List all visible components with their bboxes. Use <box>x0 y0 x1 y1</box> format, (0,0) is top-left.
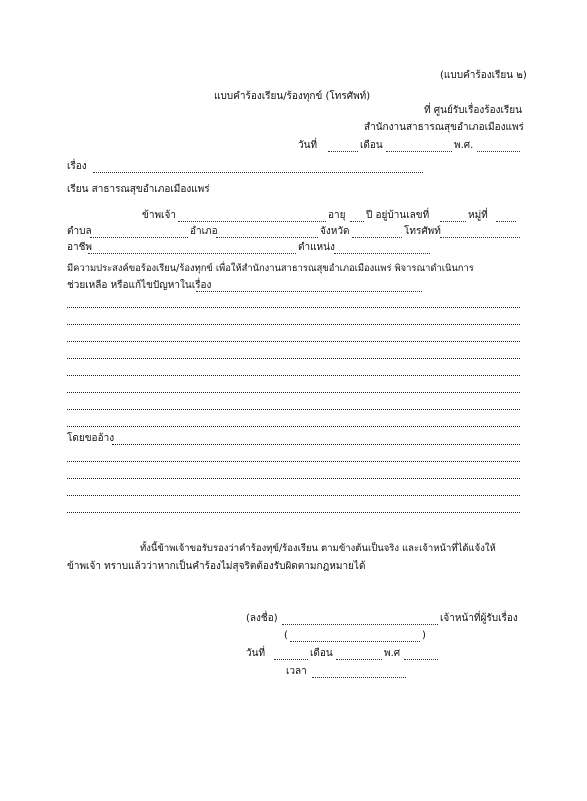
moo-label: หมู่ที่ <box>468 210 488 221</box>
form-code: (แบบคำร้องเรียน ๒) <box>440 70 527 81</box>
reference-label: โดยขออ้าง <box>67 433 115 444</box>
subject-label: เรื่อง <box>67 161 87 172</box>
sign-label: (ลงชื่อ) <box>246 613 278 624</box>
occupation-field[interactable] <box>88 253 296 254</box>
purpose-line-1: มีความประสงค์ขอร้องเรียน/ร้องทุกข์ เพื่อให้สำนักงานสาธารณสุขอำเภอเมืองแพร่ พิจารณาดำเนินการ <box>67 263 474 274</box>
time-field[interactable] <box>312 677 406 678</box>
applicant-name-label: ข้าพเจ้า <box>142 210 176 221</box>
detail-line[interactable] <box>67 392 520 393</box>
date-day-field[interactable] <box>328 151 358 152</box>
tambon-label: ตำบล <box>67 226 92 237</box>
detail-line[interactable] <box>67 341 520 342</box>
subject-field[interactable] <box>93 172 423 173</box>
age-label: อายุ <box>328 210 346 221</box>
form-title: แบบคำร้องเรียน/ร้องทุกข์ (โทรศัพท์) <box>214 91 371 102</box>
sign-year-field[interactable] <box>404 659 438 660</box>
position-label: ตำแหน่ง <box>298 242 335 253</box>
occupation-label: อาชีพ <box>67 242 92 253</box>
province-field[interactable] <box>352 237 402 238</box>
reference-line[interactable] <box>67 512 520 513</box>
age-field[interactable] <box>350 221 364 222</box>
sign-day-label: วันที่ <box>246 648 266 659</box>
sign-day-field[interactable] <box>274 659 308 660</box>
detail-line[interactable] <box>67 426 520 427</box>
close-paren: ) <box>422 630 426 641</box>
open-paren: ( <box>284 630 288 641</box>
purpose-line-2: ช่วยเหลือ หรือแก้ไขปัญหาในเรื่อง <box>67 280 212 291</box>
sign-month-field[interactable] <box>336 659 382 660</box>
tambon-field[interactable] <box>90 237 188 238</box>
detail-line[interactable] <box>67 409 520 410</box>
reference-line[interactable] <box>67 495 520 496</box>
sign-month-label: เดือน <box>310 648 333 659</box>
applicant-name-field[interactable] <box>178 221 326 222</box>
date-year-label: พ.ศ. <box>454 140 474 151</box>
certify-line-1: ทั้งนี้ข้าพเจ้าขอรับรองว่าคำร้องทุข์/ร้องเรียน ตามข้างต้นเป็นจริง และเจ้าหน้าที่ได้แจ้งให้ <box>140 543 496 554</box>
date-day-label: วันที่ <box>298 140 318 151</box>
reference-line[interactable] <box>67 478 520 479</box>
certify-line-2: ข้าพเจ้า ทราบแล้วว่าหากเป็นคำร้องไม่สุจริตต้องรับผิดตามกฎหมายได้ <box>67 561 366 572</box>
detail-line[interactable] <box>67 358 520 359</box>
moo-field[interactable] <box>496 221 516 222</box>
address-line-1: ที่ ศูนย์รับเรื่องร้องเรียน <box>424 105 522 116</box>
signature-field[interactable] <box>282 624 438 625</box>
time-label: เวลา <box>286 666 307 677</box>
detail-line[interactable] <box>67 307 520 308</box>
reference-field[interactable] <box>112 444 520 445</box>
date-month-field[interactable] <box>386 151 452 152</box>
printed-name-field[interactable] <box>290 641 420 642</box>
salutation: เรียน สาธารณสุขอำเภอเมืองแพร่ <box>67 184 210 195</box>
address-line-2: สำนักงานสาธารณสุขอำเภอเมืองแพร่ <box>364 122 524 133</box>
purpose-subject-field[interactable] <box>196 291 422 292</box>
date-year-field[interactable] <box>477 151 520 152</box>
reference-line[interactable] <box>67 461 520 462</box>
age-unit-label: ปี อยู่บ้านเลขที่ <box>366 210 430 221</box>
phone-field[interactable] <box>440 237 520 238</box>
house-number-field[interactable] <box>440 221 466 222</box>
phone-label: โทรศัพท์ <box>404 226 441 237</box>
detail-line[interactable] <box>67 375 520 376</box>
officer-label: เจ้าหน้าที่ผู้รับเรื่อง <box>440 613 518 624</box>
province-label: จังหวัด <box>320 226 350 237</box>
amphoe-label: อำเภอ <box>190 226 218 237</box>
amphoe-field[interactable] <box>216 237 318 238</box>
position-field[interactable] <box>334 253 430 254</box>
date-month-label: เดือน <box>360 140 383 151</box>
sign-year-label: พ.ศ <box>384 648 401 659</box>
detail-line[interactable] <box>67 324 520 325</box>
